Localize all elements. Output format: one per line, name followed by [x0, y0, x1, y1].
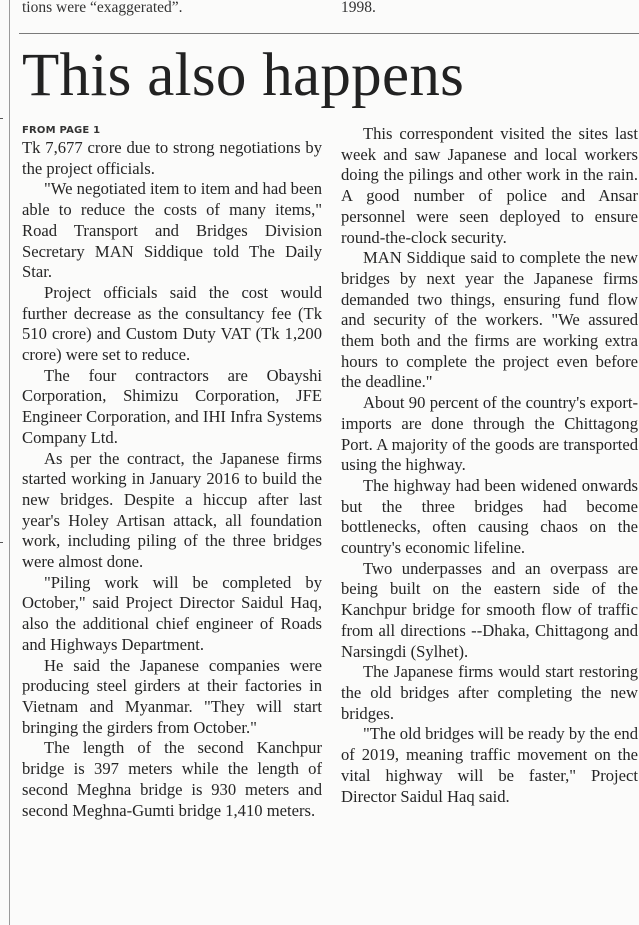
headline: This also happens: [22, 42, 465, 109]
paragraph: "Piling work will be completed by October," said Project Director Saidul Haq, also the additional chief engineer of Roads and Highways Department.: [22, 572, 322, 654]
paragraph: As per the contract, the Japanese firms started working in January 2016 to build the new bridges. Despite a hiccup after last year's Holey Artisan attack, all foundation work, including piling of the three bridges were almost done.: [22, 448, 322, 572]
margin-tick: [0, 542, 3, 543]
paragraph: "We negotiated item to item and had been able to reduce the costs of many items," Road Transport and Bridges Division Secretary MAN Siddique told The Daily Star.: [22, 179, 322, 282]
previous-story-tail-left: tions were “exaggerated”.: [22, 0, 183, 16]
paragraph: The four contractors are Obayshi Corporation, Shimizu Corporation, JFE Engineer Corporation, and IHI Infra Systems Company Ltd.: [22, 365, 322, 447]
article-column-left: [22, 124, 322, 821]
paragraph: Project officials said the cost would further decrease as the consultancy fee (Tk 510 crore) and Custom Duty VAT (Tk 1,200 crore) were set to reduce.: [22, 282, 322, 365]
paragraph: This correspondent visited the sites last week and saw Japanese and local workers doing the pilings and other work in the rain. A good number of police and Ansar personnel were seen deployed to ensure round-the-clock security.: [341, 124, 638, 247]
left-margin-rule: [9, 0, 10, 925]
paragraph: The highway had been widened onwards but the three bridges had become bottlenecks, often causing chaos on the country's economic lifeline.: [341, 475, 638, 558]
paragraph: The Japanese firms would start restoring the old bridges after completing the new bridges.: [341, 662, 638, 723]
paragraph: He said the Japanese companies were producing steel girders at their factories in Vietnam and Myanmar. "They will start bringing the girders from October.": [22, 655, 322, 737]
paragraph: Tk 7,677 crore due to strong negotiations by the project officials.: [22, 138, 322, 178]
paragraph: Two underpasses and an overpass are being built on the eastern side of the Kanchpur bridge for smooth flow of traffic from all directions --Dhaka, Chittagong and Narsingdi (Sylhet).: [341, 558, 638, 661]
paragraph: About 90 percent of the country's export-imports are done through the Chittagong Port. A majority of the goods are transported using the highway.: [341, 393, 638, 475]
section-divider: [19, 33, 639, 34]
margin-tick: [0, 118, 3, 119]
kicker: FROM PAGE 1: [22, 125, 101, 136]
paragraph: MAN Siddique said to complete the new bridges by next year the Japanese firms demanded two things, ensuring fund flow and security of the workers. "We assured them both and the firms are working extra hours to complete the project even before the deadline.": [341, 248, 638, 392]
article-column-right: [341, 124, 638, 807]
previous-story-tail-right: 1998.: [341, 0, 376, 16]
paragraph: The length of the second Kanchpur bridge is 397 meters while the length of second Meghna bridge is 930 meters and second Meghna-Gumti bridge 1,410 meters.: [22, 738, 322, 820]
paragraph: "The old bridges will be ready by the end of 2019, meaning traffic movement on the vital highway will be faster," Project Director Saidul Haq said.: [341, 724, 638, 806]
